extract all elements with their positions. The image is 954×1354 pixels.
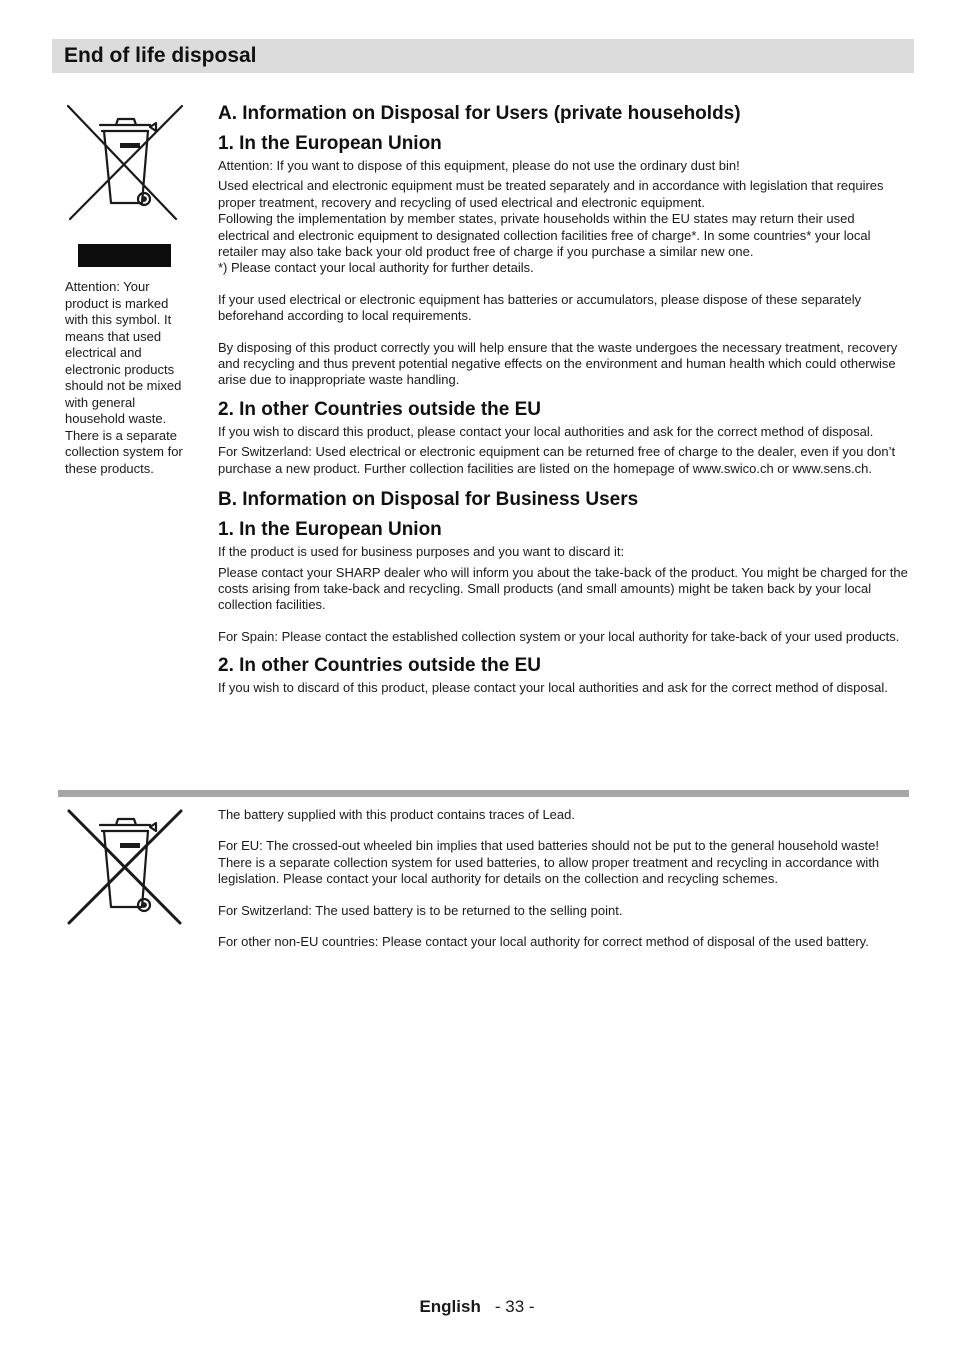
crossed-out-wheelie-bin-icon	[64, 103, 186, 223]
section-a-other-p2: For Switzerland: Used electrical or electronic equipment can be returned free of charge to the dealer, even if you don’t purchase a new product. Further collection facilities are listed on the homepage of www.swico.ch or www.sens.ch.	[218, 444, 896, 476]
symbol-attention-note: Attention: Your product is marked with this symbol. It means that used electrical and electronic products should not be mixed with general household waste. There is a separate collection system for these products.	[65, 279, 183, 476]
black-bar-marking	[78, 244, 171, 267]
section-a-other-p1: If you wish to discard this product, please contact your local authorities and ask for the correct method of disposal.	[218, 423, 874, 439]
page-number: - 33 -	[494, 1297, 535, 1316]
section-b-eu-p3: For Spain: Please contact the established collection system or your local authority for take-back of your used products.	[218, 628, 900, 644]
main-content	[218, 101, 908, 697]
battery-p4: For other non-EU countries: Please contact your local authority for correct method of disposal of the used battery.	[218, 934, 869, 950]
section-a-eu-p4: By disposing of this product correctly you will help ensure that the waste undergoes the necessary treatment, recovery and recycling and thus prevent potential negative effects on the environment and human health which could otherwise arise due to inappropriate waste handling.	[218, 339, 898, 388]
battery-p3: For Switzerland: The used battery is to be returned to the selling point.	[218, 902, 623, 918]
section-a-eu-p2a: Used electrical and electronic equipment must be treated separately and in accordance with legislation that requires proper treatment, recovery and recycling of used electrical and electronic equipment.	[218, 178, 884, 210]
section-a-eu-p2c: *) Please contact your local authority for further details.	[218, 260, 534, 276]
page-title: End of life disposal	[64, 44, 257, 67]
battery-p2: For EU: The crossed-out wheeled bin implies that used batteries should not be put to the general household waste! There is a separate collection system for used batteries, to allow proper treatment and recycling in accordance with legislation. Please contact your local authority for details on the collection and recycling schemes.	[218, 838, 880, 887]
footer-language: English	[419, 1297, 481, 1316]
section-b-title: B. Information on Disposal for Business Users	[218, 489, 639, 511]
section-a-eu-title: 1. In the European Union	[218, 133, 442, 154]
crossed-out-battery-bin-icon	[64, 807, 186, 927]
page-footer	[0, 1297, 954, 1317]
battery-section	[218, 807, 908, 950]
section-a-eu-p2b: Following the implementation by member states, private households within the EU states may return their used electrical and electronic equipment to designated collection facilities free of charge*. In some countries* your local retailer may also take back your old product free of charge if you purchase a similar new one.	[218, 211, 871, 260]
section-a-eu-p1: Attention: If you want to dispose of this equipment, please do not use the ordinary dust bin!	[218, 158, 740, 173]
section-a-other-title: 2. In other Countries outside the EU	[218, 398, 542, 420]
section-b-eu-p2: Please contact your SHARP dealer who will inform you about the take-back of the product. You might be charged for the costs arising from take-back and recycling. Small products (and small amounts) might be taken back by your local collection facilities.	[218, 564, 908, 613]
section-a-title: A. Information on Disposal for Users (private households)	[218, 103, 741, 124]
section-divider	[58, 790, 909, 797]
section-b-other-title: 2. In other Countries outside the EU	[218, 655, 542, 677]
section-b-other-p1: If you wish to discard of this product, please contact your local authorities and ask for the correct method of disposal.	[218, 680, 888, 696]
title-bar	[52, 39, 914, 73]
section-a-eu-p3: If your used electrical or electronic equipment has batteries or accumulators, please dispose of these separately beforehand according to local requirements.	[218, 291, 862, 324]
battery-p1: The battery supplied with this product contains traces of Lead.	[218, 807, 575, 822]
section-b-eu-title: 1. In the European Union	[218, 519, 442, 541]
section-b-eu-p1: If the product is used for business purposes and you want to discard it:	[218, 544, 625, 560]
